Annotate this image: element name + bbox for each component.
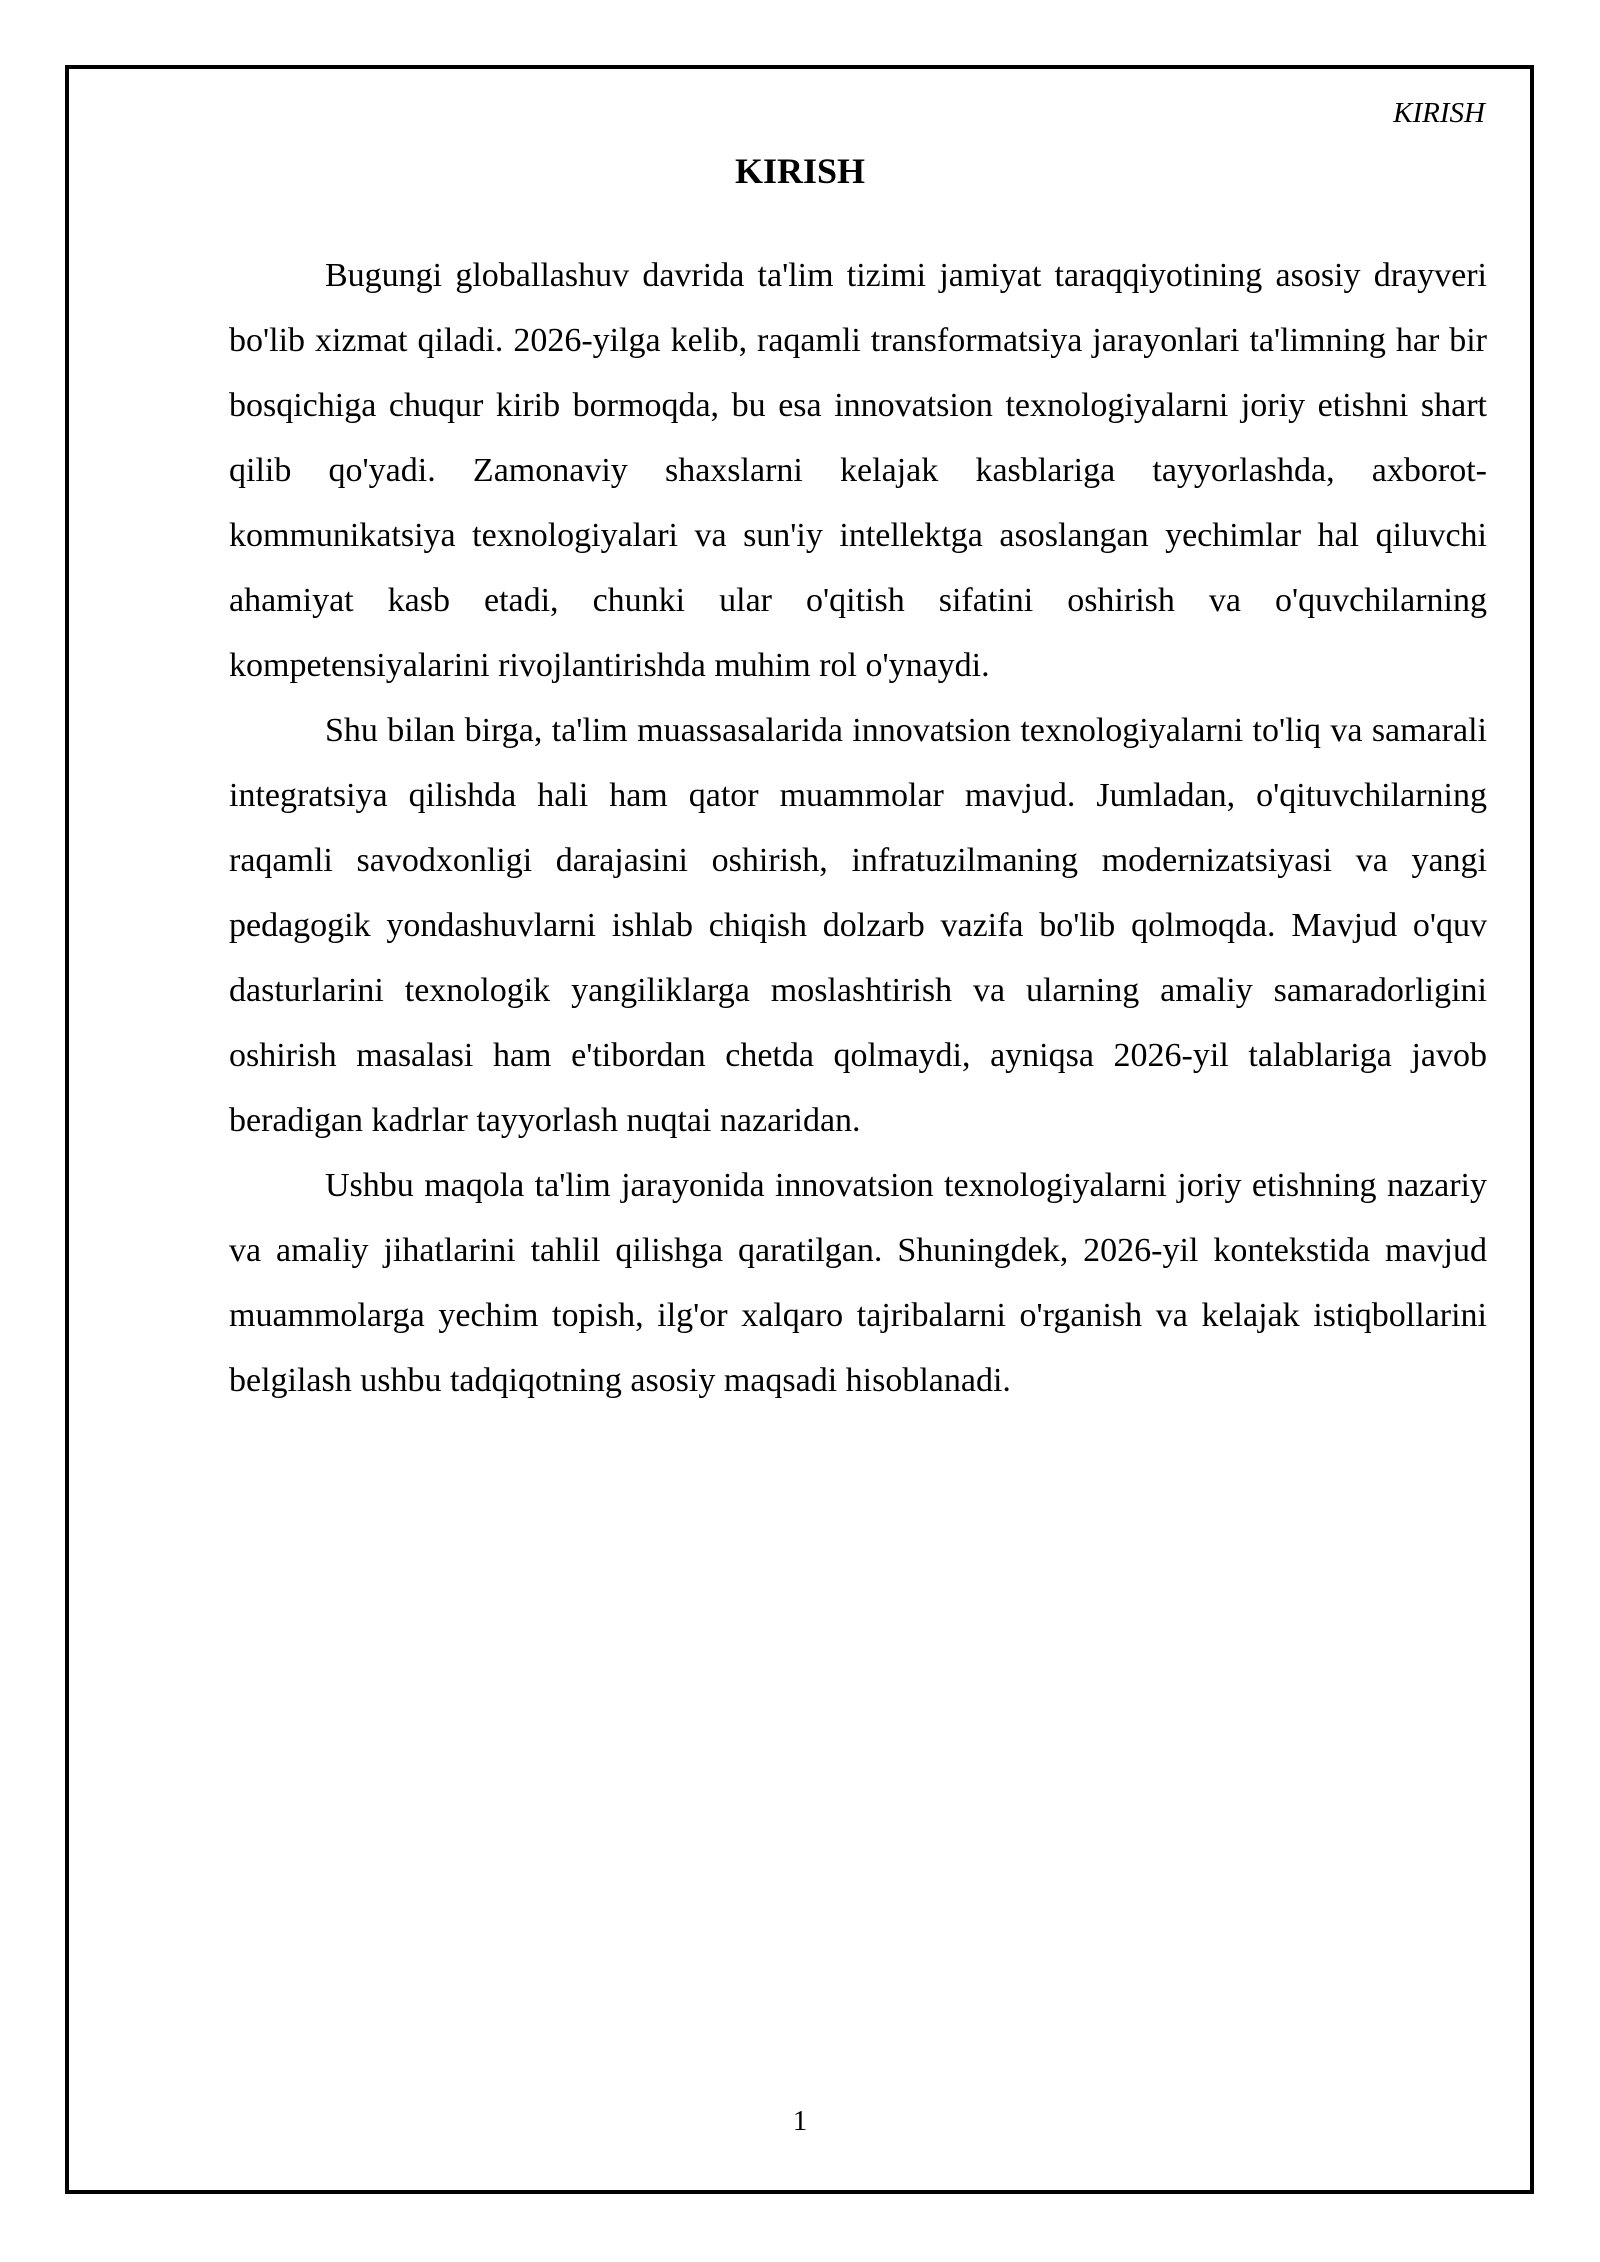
- paragraph: Shu bilan birga, ta'lim muassasalarida innovatsion texnologiyalarni to'liq va samarali integratsiya qilishda hali ham qator muammolar mavjud. Jumladan, o'qituvchilarning raqamli savodxonligi darajasini oshirish, infratuzilmaning modernizatsiyasi va yangi pedagogik yondashuvlarni ishlab chiqish dolzarb vazifa bo'lib qolmoqda. Mavjud o'quv dasturlarini texnologik yangiliklarga moslashtirish va ularning amaliy samaradorligini oshirish masalasi ham e'tibordan chetda qolmaydi, ayniqsa 2026-yil talablariga javob beradigan kadrlar tayyorlash nuqtai nazaridan.: [229, 712, 1487, 1139]
- document-body: [229, 243, 1487, 1413]
- paragraph: Ushbu maqola ta'lim jarayonida innovatsion texnologiyalarni joriy etishning nazariy va amaliy jihatlarini tahlil qilishga qaratilgan. Shuningdek, 2026-yil kontekstida mavjud muammolarga yechim topish, ilg'or xalqaro tajribalarni o'rganish va kelajak istiqbollarini belgilash ushbu tadqiqotning asosiy maqsadi hisoblanadi.: [229, 1167, 1487, 1399]
- page-number: 1: [792, 2105, 808, 2137]
- running-header: KIRISH: [1393, 97, 1485, 129]
- page-title: KIRISH: [734, 151, 866, 191]
- paragraph: Bugungi globallashuv davrida ta'lim tizimi jamiyat taraqqiyotining asosiy drayveri bo'lib xizmat qiladi. 2026-yilga kelib, raqamli transformatsiya jarayonlari ta'limning har bir bosqichiga chuqur kirib bormoqda, bu esa innovatsion texnologiyalarni joriy etishni shart qilib qo'yadi. Zamonaviy shaxslarni kelajak kasblariga tayyorlashda, axborot-kommunikatsiya texnologiyalari va sun'iy intellektga asoslangan yechimlar hal qiluvchi ahamiyat kasb etadi, chunki ular o'qitish sifatini oshirish va o'quvchilarning kompetensiyalarini rivojlantirishda muhim rol o'ynaydi.: [229, 257, 1487, 684]
